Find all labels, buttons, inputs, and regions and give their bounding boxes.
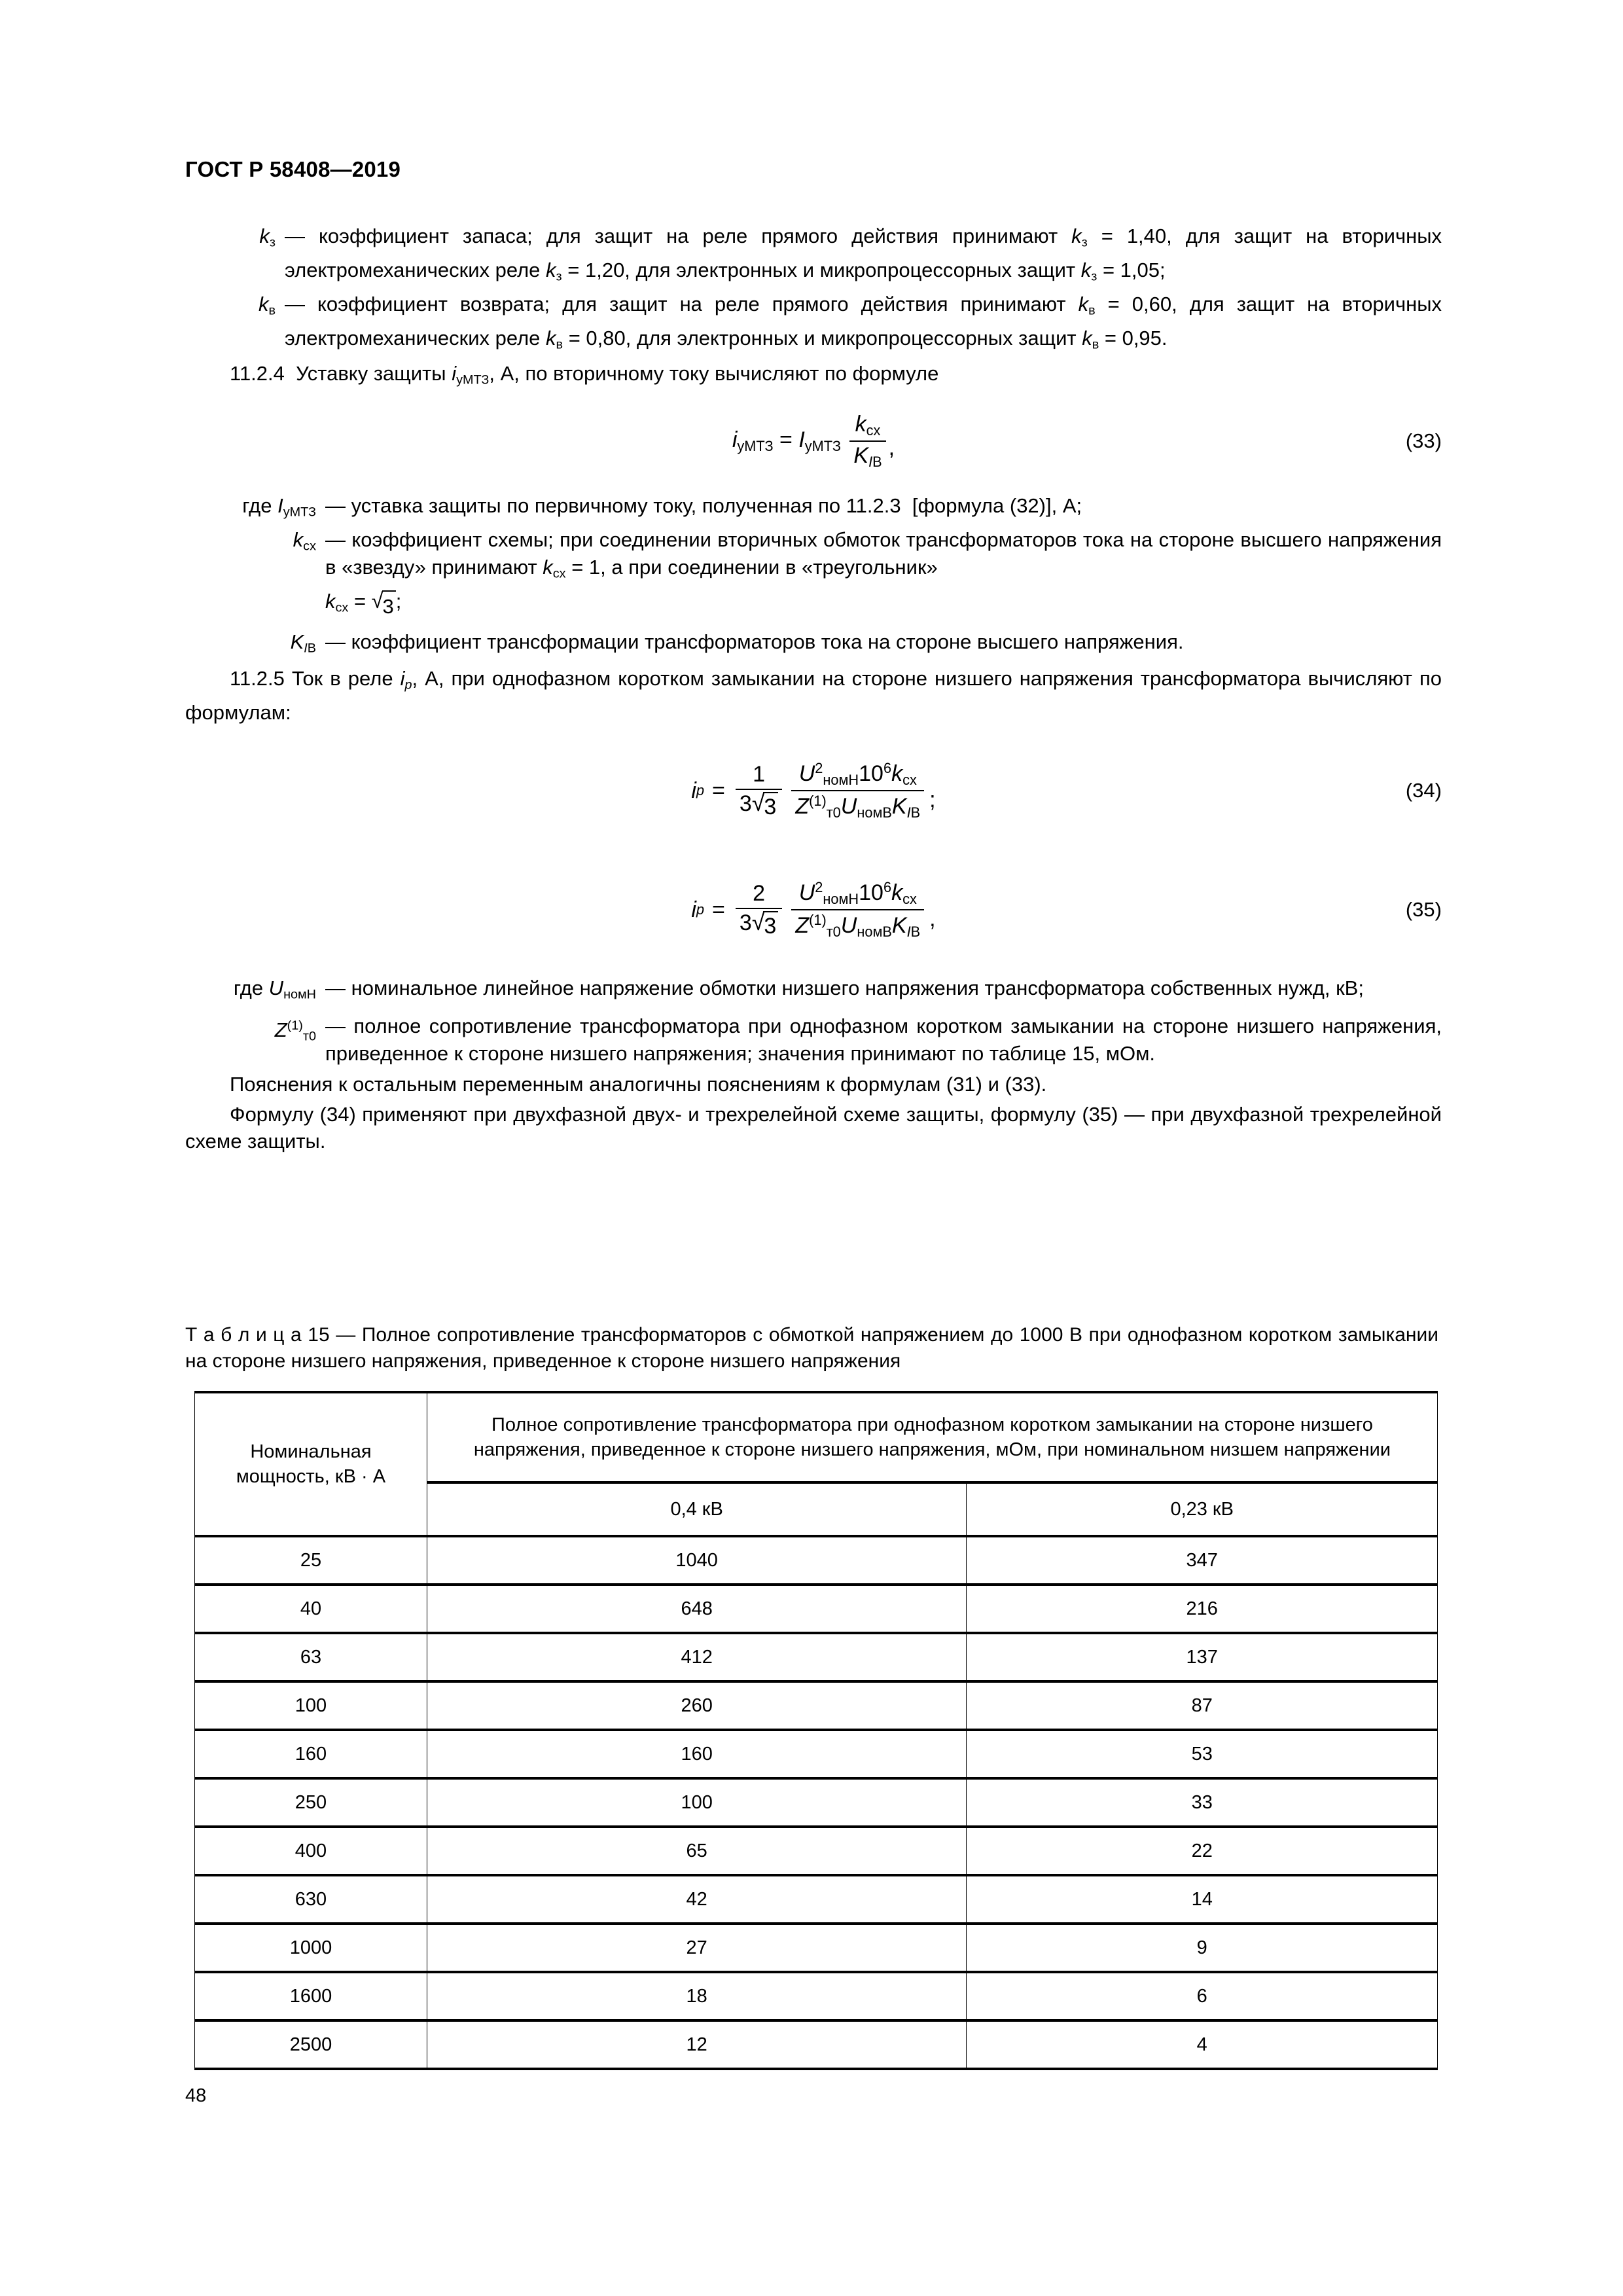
cell-power: 250 (195, 1778, 427, 1827)
table-row (195, 1924, 1438, 1972)
cell-u04: 1040 (427, 1536, 967, 1585)
table-caption (185, 1322, 1438, 1374)
definition-text-ksh: — коэффициент схемы; при соединении вторичных обмоток трансформаторов тока на стороне высшего напряжения в «звезду» принимают $k_{сх} = 1$, а при соединении в «треугольник» (325, 528, 1442, 581)
cell-u04: 412 (427, 1633, 967, 1681)
formula-34-expression: i p = 1 3 √ 3 $\frac{U^2_{номН}10^6k_{сх}}{Z^{(1)}_{т0}U_{номВ}KI_В}$ ; (691, 760, 936, 821)
clause-11-2-5: 11.2.5 Ток в реле iр, А, при однофазном коротком замыкании на стороне низшего напряжения трансформатора вычисляют по формулам: (185, 666, 1442, 724)
page-number: 48 (185, 2085, 207, 2106)
table-header-04kv: 0,4 кВ (427, 1482, 967, 1536)
table-caption-text: Полное сопротивление трансформаторов с обмоткой напряжением до 1000 В при однофазном коротком замыкании на стороне низшего напряжения, приведенное к стороне низшего напряжения (185, 1324, 1438, 1372)
clause-11-2-4: 11.2.4 Уставку защиты $i_{уМТЗ}$, А, по вторичному току вычисляют по формуле (230, 362, 939, 387)
table-caption-dash: — (336, 1324, 356, 1346)
cell-power: 400 (195, 1827, 427, 1875)
cell-power: 1000 (195, 1924, 427, 1972)
table-row (195, 1536, 1438, 1585)
cell-u023: 4 (967, 2020, 1438, 2069)
cell-u023: 9 (967, 1924, 1438, 1972)
definition-symbol-Iumtz: где $I_{уМТЗ}$ (242, 494, 316, 520)
cell-power: 100 (195, 1681, 427, 1730)
cell-u023: 33 (967, 1778, 1438, 1827)
table-row (195, 1681, 1438, 1730)
formula-35-expression: i p = 2 3 √ 3 $\frac{U^2_{номН}10^6k_{сх}}{Z^{(1)}_{т0}U_{номВ}KI_В}$ , (691, 879, 936, 941)
formula-33-expression: $i_{уМТЗ} = I_{уМТЗ}$ $\frac{k_{сх}}{KI_В}$ , (732, 412, 895, 471)
table-row (195, 1972, 1438, 2020)
definition-ksh-sqrt: $k_{сх}$ = √ 3 ; (316, 588, 1442, 622)
cell-power: 25 (195, 1536, 427, 1585)
cell-u04: 260 (427, 1681, 967, 1730)
definition-k-vozvrata (185, 291, 1442, 359)
cell-u04: 12 (427, 2020, 967, 2069)
cell-u023: 137 (967, 1633, 1438, 1681)
table-row (195, 1827, 1438, 1875)
definition-symbol-Zt0: $Z^{(1)}_{т0}$ (274, 1018, 316, 1044)
table-row (195, 1778, 1438, 1827)
page-content (185, 223, 1442, 1155)
definition-ksh-sqrt-line (185, 588, 1442, 622)
table-row (195, 1633, 1438, 1681)
cell-u023: 347 (967, 1536, 1438, 1585)
definition-symbol-UnomH: где $U_{номН}$ (233, 977, 316, 1002)
formula-34 (185, 742, 1442, 840)
cell-u04: 65 (427, 1827, 967, 1875)
definition-symbol-k3: $k_з$ (259, 224, 276, 250)
definition-text-k3: — коэффициент запаса; для защит на реле прямого действия принимают $k_з = 1,40$, для защит на вторичных электромеханических реле $k_з = 1,20$, для электронных и микропроцессорных защит $k_з = 1,05$; (285, 224, 1442, 284)
table-row (195, 1875, 1438, 1924)
definition-k-zapasa (185, 223, 1442, 291)
cell-u04: 42 (427, 1875, 967, 1924)
cell-u04: 18 (427, 1972, 967, 2020)
formula-33-number: (33) (1405, 429, 1442, 453)
closing-paragraph-2: Формулу (34) применяют при двухфазной двух- и трехрелейной схеме защиты, формулу (35) — при двухфазной трехрелейной схеме защиты. (185, 1102, 1442, 1153)
definition-text-kv: — коэффициент возврата; для защит на реле прямого действия принимают $k_в = 0,60$, для защит на вторичных электромеханических реле $k_в = 0,80$, для электронных и микропроцессорных защит $k_в = 0,95$. (285, 293, 1442, 352)
table-header-group: Полное сопротивление трансформатора при однофазном коротком замыкании на стороне низшего напряжения, приведенное к стороне низшего напряжения, мОм, при номинальном низшем напряжении (427, 1392, 1437, 1482)
formula-35-number: (35) (1405, 898, 1442, 922)
table-header-023kv: 0,23 кВ (967, 1482, 1438, 1536)
cell-u023: 87 (967, 1681, 1438, 1730)
cell-u023: 6 (967, 1972, 1438, 2020)
standard-header: ГОСТ Р 58408—2019 (185, 157, 401, 181)
definition-text-Zt0: — полное сопротивление трансформатора при однофазном коротком замыкании на стороне низшего напряжения, приведенное к стороне низшего напряжения; значения принимают по таблице 15, мОм. (325, 1014, 1442, 1065)
formula-34-number: (34) (1405, 779, 1442, 802)
cell-power: 160 (195, 1730, 427, 1778)
cell-power: 1600 (195, 1972, 427, 2020)
cell-u04: 100 (427, 1778, 967, 1827)
definition-U-nomH (185, 975, 1442, 1009)
cell-u023: 216 (967, 1585, 1438, 1633)
cell-u04: 160 (427, 1730, 967, 1778)
formula-33 (185, 402, 1442, 480)
definition-symbol-KIB: $KI_В$ (290, 630, 316, 656)
cell-u04: 27 (427, 1924, 967, 1972)
table-header-row-group (195, 1392, 1438, 1482)
cell-power: 630 (195, 1875, 427, 1924)
formula-35 (185, 861, 1442, 959)
cell-u023: 53 (967, 1730, 1438, 1778)
definition-k-shemy (185, 526, 1442, 588)
definition-Z-t0 (185, 1013, 1442, 1067)
clause-number-11-2-4: 11.2.4 (230, 362, 285, 386)
table-15 (194, 1391, 1438, 2070)
table-body (195, 1536, 1438, 2069)
table-row (195, 2020, 1438, 2069)
definition-I-umtz (185, 492, 1442, 526)
cell-u023: 14 (967, 1875, 1438, 1924)
clause-number-11-2-5: 11.2.5 (230, 666, 285, 690)
table-caption-label: Т а б л и ц а 15 (185, 1324, 330, 1346)
definition-symbol-ksh: $k_{сх}$ (293, 528, 316, 554)
definition-text-UnomH: — номинальное линейное напряжение обмотки низшего напряжения трансформатора собственных нужд, кВ; (325, 977, 1364, 1000)
cell-u023: 22 (967, 1827, 1438, 1875)
table-header-power: Номинальная мощность, кВ · А (195, 1392, 427, 1536)
cell-power: 63 (195, 1633, 427, 1681)
definition-K-IB (185, 628, 1442, 662)
cell-power: 40 (195, 1585, 427, 1633)
table-row (195, 1730, 1438, 1778)
table-row (195, 1585, 1438, 1633)
cell-u04: 648 (427, 1585, 967, 1633)
cell-power: 2500 (195, 2020, 427, 2069)
definition-symbol-kv: $k_в$ (258, 293, 276, 318)
closing-paragraph-1: Пояснения к остальным переменным аналогичны пояснениям к формулам (31) и (33). (230, 1073, 1047, 1096)
definition-text-Iumtz: — уставка защиты по первичному току, полученная по 11.2.3 [формула (32)], А; (325, 494, 1082, 518)
definition-text-KIB: — коэффициент трансформации трансформаторов тока на стороне высшего напряжения. (325, 630, 1184, 653)
